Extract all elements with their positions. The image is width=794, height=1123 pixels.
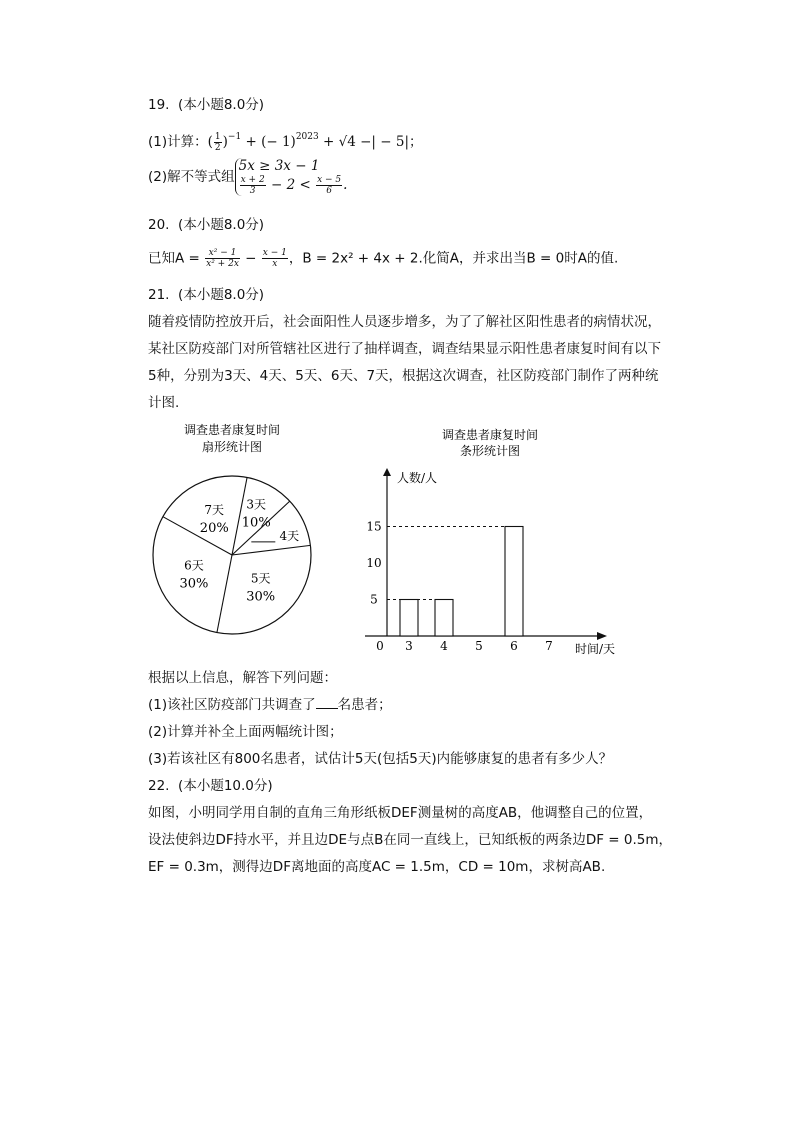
answer-blank	[316, 696, 338, 709]
x-axis-arrow	[597, 632, 607, 640]
q20-fraction1: $\frac{\text{x² − 1}}{\text{x² + 2x}}$	[206, 248, 239, 269]
bar-subtitle: 条形统计图	[459, 444, 521, 458]
pie-slice-value: 30%	[246, 589, 276, 605]
y-axis-label: 人数/人	[397, 471, 438, 485]
q20-fraction2: $\frac{x - 1}{x}$	[262, 248, 287, 269]
pie-slice-boundary	[232, 545, 310, 555]
q21-text-line2: 某社区防疫部门对所管辖社区进行了抽样调查，调查结果显示阳性患者康复时间有以下	[148, 341, 661, 357]
q21-sub2: (2)计算并补全上面两幅统计图；	[148, 724, 343, 740]
pie-title: 调查患者康复时间	[183, 423, 281, 437]
q22-text-line3: EF = 0.3m，测得边DF离地面的高度AC = 1.5m，CD = 10m，求树高AB.	[148, 859, 606, 875]
x-tick-label: 5	[475, 639, 483, 653]
q22-text-line1: 如图，小明同学用自制的直角三角形纸板DEF测量树的高度AB，他调整自己的位置，	[148, 805, 653, 821]
x-tick-label: 7	[545, 639, 553, 653]
q19-half-fraction: $\frac{1}{2}$	[214, 132, 221, 153]
x-tick-label: 4	[440, 639, 448, 653]
pie-slice-label: 5天	[250, 571, 271, 586]
pie-slice-value: 30%	[179, 576, 209, 592]
q19-part1-label: (1)计算：	[148, 134, 208, 150]
q19-part2-label: (2)解不等式组	[148, 169, 235, 185]
q20-header: 20. (本小题8.0分)	[148, 217, 265, 233]
q19-ineq-row1: 5x ≥ 3x − 1	[238, 158, 320, 174]
x-tick-label: 3	[405, 639, 413, 653]
q19-part1: (1)计算：( $\frac{1}{2}$ )$^{-1}$ + (− 1)$^{2023}$ + √4 −| − 5|；	[148, 132, 423, 153]
pie-slice-boundary	[217, 555, 232, 633]
bar-title: 调查患者康复时间	[441, 428, 539, 442]
q21-sub1	[148, 696, 392, 714]
q21-text-line1: 随着疫情防控放开后，社会面阳性人员逐步增多，为了了解社区阳性患者的病情状况，	[148, 314, 661, 330]
pie-slice-value: 10%	[241, 515, 271, 531]
q21-text-line3: 5种，分别为3天、4天、5天、6天、7天，根据这次调查，社区防疫部门制作了两种统	[148, 368, 659, 384]
pie-chart	[145, 420, 325, 640]
q19-tail: + √4 −| − 5|；	[318, 134, 423, 150]
bar-6	[505, 527, 523, 637]
pie-slice-label: 6天	[184, 558, 204, 573]
y-tick-label: 10	[366, 556, 382, 570]
q21-sub1-pre: (1)该社区防疫部门共调查了	[148, 697, 316, 713]
q20-tail: ，B = 2x² + 4x + 2.化简A，并求出当B = 0时A的值.	[288, 250, 619, 267]
bar-chart	[355, 420, 645, 660]
q21-intro: 根据以上信息，解答下列问题：	[148, 670, 337, 686]
pie-slice-value: 20%	[199, 520, 229, 536]
q19-mid: + (− 1)	[241, 134, 296, 150]
q19-ineq-row2: $\frac{x + 2}{3}$ − 2 < $\frac{x - 5}{6}$ .	[240, 175, 348, 196]
q19-inequality-system	[235, 158, 348, 196]
q20-body: 已知A = $\frac{\text{x² − 1}}{\text{x² + 2x}}$ − $\frac{x - 1}{x}$ ，B = 2x² + 4x + 2.化简A，并求出当B = 0时A的值.	[148, 248, 619, 269]
bar-4	[435, 600, 453, 637]
y-tick-label: 5	[370, 592, 378, 607]
q22-text-line2: 设法使斜边DF持水平，并且边DE与点B在同一直线上，已知纸板的两条边DF = 0.5m，	[148, 832, 673, 848]
q19-exp2: 2023	[295, 132, 319, 142]
pie-subtitle: 扇形统计图	[201, 440, 263, 454]
bar-3	[400, 600, 418, 637]
q20-lead: 已知A =	[148, 250, 205, 267]
q19-part2	[148, 158, 347, 196]
q21-sub1-post: 名患者；	[337, 697, 392, 713]
y-tick-label: 15	[366, 519, 382, 534]
q21-sub3: (3)若该社区有800名患者，试估计5天(包括5天)内能够康复的患者有多少人？	[148, 751, 613, 767]
x-tick-label: 6	[510, 639, 518, 653]
q19-exp1: −1	[227, 132, 242, 142]
pie-slice-label: 7天	[204, 502, 225, 517]
origin-label: 0	[376, 639, 384, 653]
q22-header: 22. (本小题10.0分)	[148, 778, 273, 794]
pie-slice-label: 4天	[279, 528, 300, 543]
q21-header: 21. (本小题8.0分)	[148, 287, 265, 303]
pie-slice-label: 3天	[246, 497, 267, 512]
x-axis-label: 时间/天	[575, 642, 616, 656]
q19-header: 19. (本小题8.0分)	[148, 97, 265, 113]
y-axis-arrow	[383, 468, 391, 476]
q21-text-line4: 计图.	[148, 395, 180, 411]
